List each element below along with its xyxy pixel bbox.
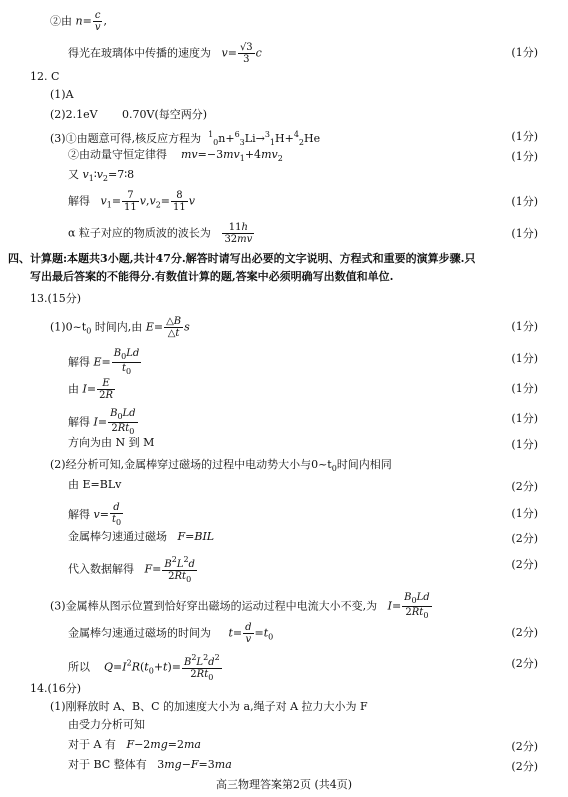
text-line: (1)刚释放时 A、B、C 的加速度大小为 a,绳子对 A 拉力大小为 F <box>50 700 368 713</box>
question-number: 12. C <box>30 70 60 83</box>
score: (2分) <box>511 740 538 753</box>
text: (2)2.1eV <box>50 108 98 121</box>
score: (2分) <box>511 626 538 639</box>
text-line: 方向为由 N 到 M <box>68 436 155 449</box>
score: (1分) <box>511 352 538 365</box>
score: (1分) <box>511 507 538 520</box>
score: (1分) <box>511 412 538 425</box>
page-footer: 高三物理答案第2页 (共4页) <box>215 778 353 791</box>
text: 时间内,由 <box>94 320 143 334</box>
text-line: 又 $v_1∶v_2=7∶8$ <box>68 168 135 183</box>
text: ②由 <box>50 14 72 28</box>
score: (1分) <box>511 195 538 208</box>
text-line: 解得 E= $\frac{B_0Ld}{t_0}$ <box>68 348 140 376</box>
score: (2分) <box>511 657 538 670</box>
question-number: 13.(15分) <box>30 292 82 305</box>
text-line: 得光在玻璃体中传播的速度为 v= $\frac{√3}{3}$ c <box>68 42 262 65</box>
text: 金属棒匀速通过磁场的时间为 <box>68 626 211 640</box>
text-line: 金属棒匀速通过磁场 F=BIL <box>68 530 215 543</box>
text-line: (3)金属棒从图示位置到恰好穿出磁场的运动过程中电流大小不变,为 I= $\frac{B_0Ld}{2Rt_0}$ <box>50 592 430 620</box>
text-line: 解得 $v_1=$ $\frac{7}{11}$ $v,v_2=$ $\frac{8}{11}$ v <box>68 190 195 213</box>
section-heading: 写出最后答案的不能得分.有数值计算的题,答案中必须明确写出数值和单位. <box>30 270 394 283</box>
section-heading: 四、计算题:本题共3小题,共计47分.解答时请写出必要的文字说明、方程式和重要的演算步骤.只 <box>8 252 476 265</box>
score: (1分) <box>511 320 538 333</box>
score: (2分) <box>511 760 538 773</box>
text-line: 金属棒匀速通过磁场的时间为 t= $\frac{d}{v}$ $=t_0$ <box>68 622 274 645</box>
text-line: 解得 v= $\frac{d}{t_0}$ <box>68 502 122 527</box>
text: α 粒子对应的物质波的波长为 <box>68 226 211 240</box>
text: 时间内相同 <box>336 458 392 471</box>
text: 解得 <box>68 355 90 369</box>
text: 对于 A 有 <box>68 738 116 751</box>
text: 又 <box>68 168 79 181</box>
text: 解得 <box>68 415 90 429</box>
text-line: α 粒子对应的物质波的波长为 $\frac{11h}{32mv}$ <box>68 222 253 245</box>
text: 得光在玻璃体中传播的速度为 <box>68 46 211 60</box>
text: 所以 <box>68 660 90 674</box>
text-line: ②由 n= $\frac{c}{v}$ , <box>50 10 107 33</box>
score: (1分) <box>511 150 538 163</box>
text: (3)金属棒从图示位置到恰好穿出磁场的运动过程中电流大小不变,为 <box>50 599 378 613</box>
text-line: (2)经分析可知,金属棒穿过磁场的过程中电动势大小与$0\sim t_0$时间内相同 <box>50 458 392 473</box>
text-line: ②由动量守恒定律得 $mv=-3mv_1+4mv_2$ <box>68 148 283 163</box>
text-line: 代入数据解得 F= $\frac{B^2L^2d}{2Rt_0}$ <box>68 555 195 584</box>
score: (1分) <box>511 382 538 395</box>
text-line: 由受力分析可知 <box>68 718 145 731</box>
text-line: 所以 $Q=I^2R(t_0+t)=$ $\frac{B^2L^2d^2}{2Rt_0}$ <box>68 653 220 682</box>
text-line: 由 E=BLv <box>68 478 122 491</box>
score: (2分) <box>511 558 538 571</box>
score: (1分) <box>511 130 538 143</box>
text: 解得 <box>68 194 90 208</box>
text: 解得 <box>68 508 90 521</box>
text-line: (3)①由题意可得,核反应方程为 $^1_0$n+$^6_3$Li→$^3_1$H+$^4_2$He <box>50 130 321 147</box>
text-line: 解得 I= $\frac{B_0Ld}{2Rt_0}$ <box>68 408 136 436</box>
text: 代入数据解得 <box>68 562 134 576</box>
text: 金属棒匀速通过磁场 <box>68 530 167 543</box>
text-line: 对于 BC 整体有 3mg−F=3ma <box>68 758 232 771</box>
text: 由 <box>68 382 79 396</box>
text: 对于 BC 整体有 <box>68 758 147 771</box>
text: ②由动量守恒定律得 <box>68 148 167 161</box>
text-line: $(1)0\sim t_0$ 时间内,由 E= $\frac{\triangle B}{\triangle t}$ s <box>50 316 190 339</box>
score: (1分) <box>511 46 538 59</box>
score: (2分) <box>511 532 538 545</box>
score: (1分) <box>511 227 538 240</box>
score: (1分) <box>511 438 538 451</box>
text: (3)①由题意可得,核反应方程为 <box>50 132 202 145</box>
text: 0.70V(每空两分) <box>122 108 208 121</box>
text-line: 由 I= $\frac{E}{2R}$ <box>68 378 113 401</box>
text-line: 对于 A 有 F−2mg=2ma <box>68 738 201 751</box>
text: (1)0~t <box>50 320 87 334</box>
score: (2分) <box>511 480 538 493</box>
text-line <box>50 108 207 122</box>
text: (2)经分析可知,金属棒穿过磁场的过程中电动势大小与0~t <box>50 458 332 471</box>
text-line: (1)A <box>50 88 74 101</box>
question-number: 14.(16分) <box>30 682 82 695</box>
